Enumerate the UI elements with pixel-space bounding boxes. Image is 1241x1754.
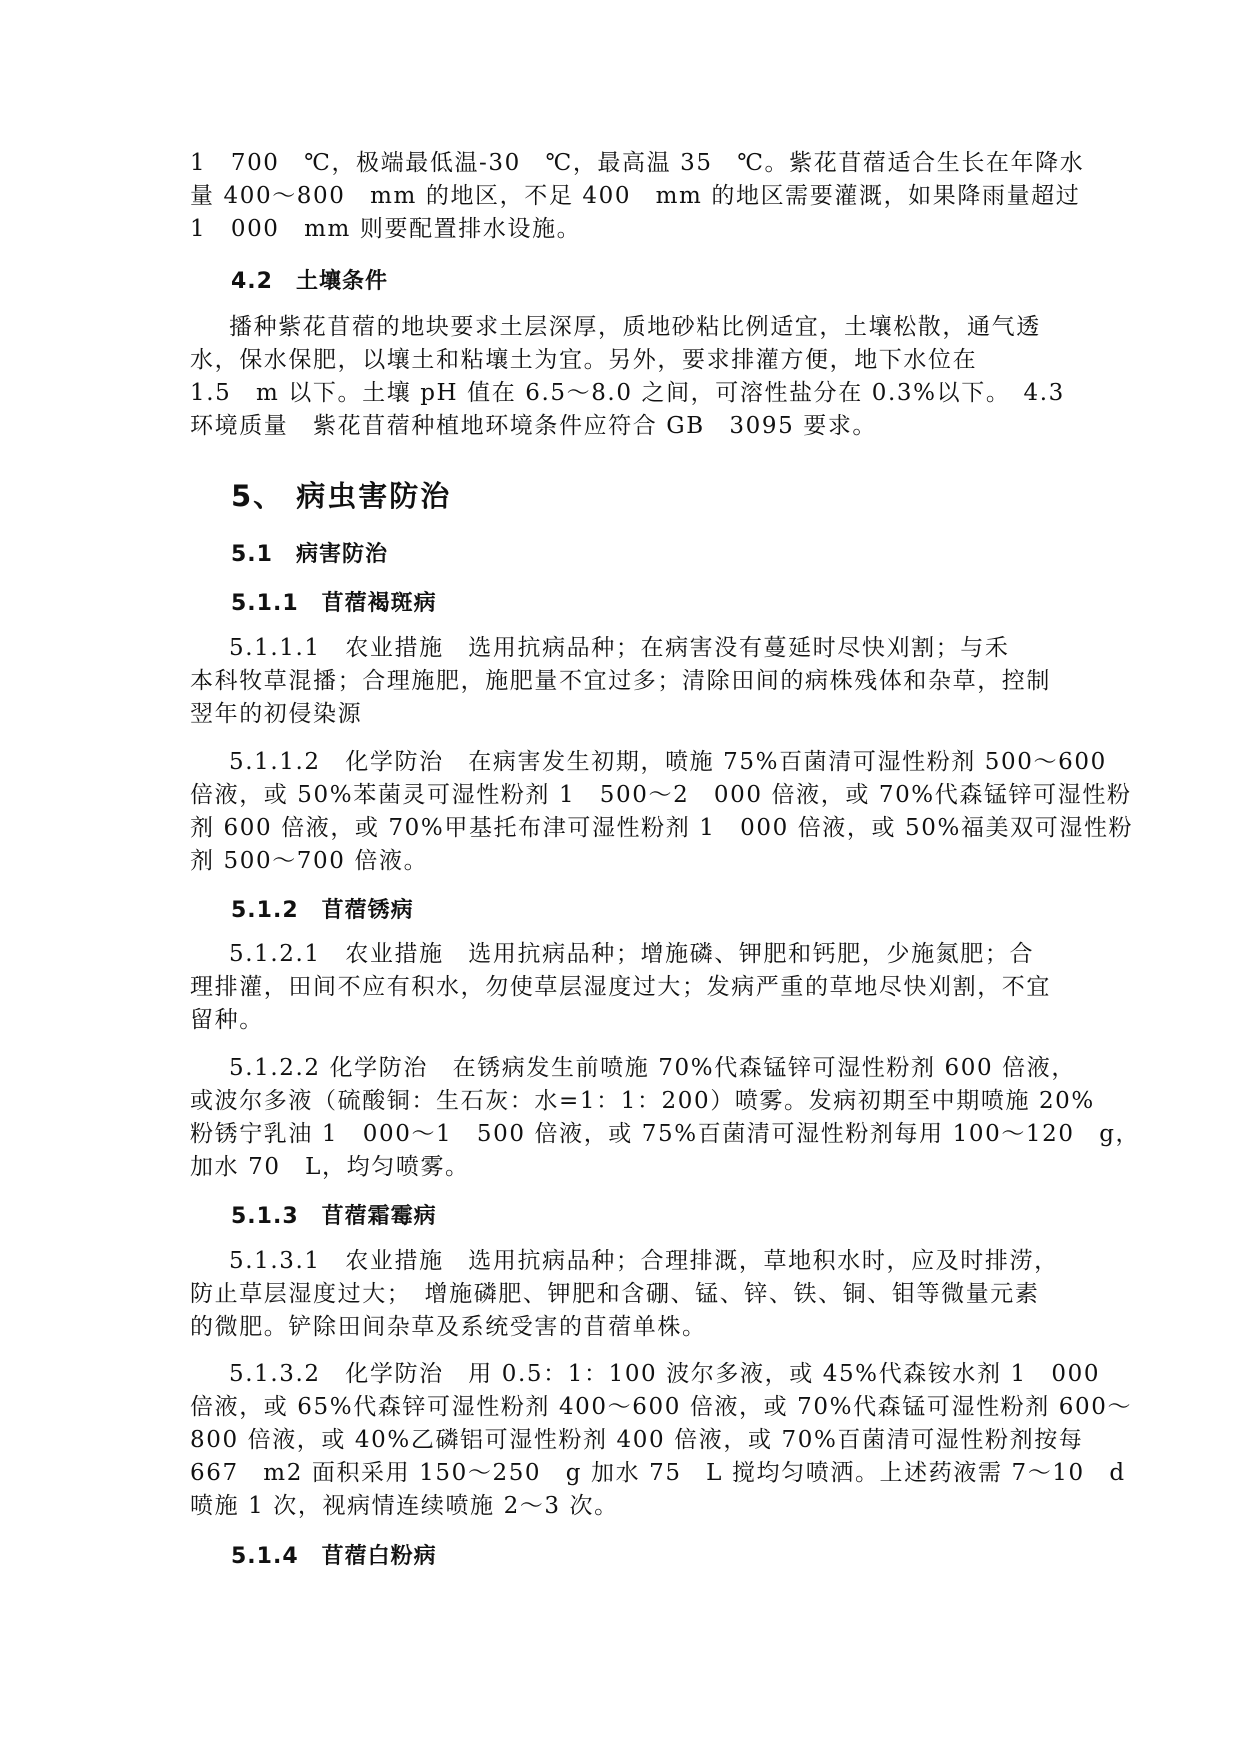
text-line: 的微肥。铲除田间杂草及系统受害的苜蓿单株。 xyxy=(190,1314,707,1340)
text-line: 5.1.1.1 农业措施 选用抗病品种；在病害没有蔓延时尽快刈割；与禾 xyxy=(229,635,1010,661)
paragraph-5-1-3-2 xyxy=(190,1358,1133,1523)
text-line: 留种。 xyxy=(190,1007,264,1033)
text-line: 量 400～800 mm 的地区，不足 400 mm 的地区需要灌溉，如果降雨量超过 xyxy=(190,183,1081,209)
text-line: 环境质量 紫花苜蓿种植地环境条件应符合 GB 3095 要求。 xyxy=(190,413,878,439)
text-line: 1 700 ℃，极端最低温-30 ℃，最高温 35 ℃。紫花苜蓿适合生长在年降水 xyxy=(190,150,1085,176)
text-line: 5.1.3.2 化学防治 用 0.5：1：100 波尔多液，或 45%代森铵水剂 1 000 xyxy=(229,1361,1101,1387)
text-line: 喷施 1 次，视病情连续喷施 2～3 次。 xyxy=(190,1493,619,1519)
text-line: 5.1.1.2 化学防治 在病害发生初期，喷施 75%百菌清可湿性粉剂 500～600 xyxy=(229,749,1107,775)
heading-5-1-3: 5.1.3 苜蓿霜霉病 xyxy=(231,1204,437,1229)
text-line: 播种紫花苜蓿的地块要求土层深厚，质地砂粘比例适宜，土壤松散，通气透 xyxy=(229,314,1041,340)
text-line: 800 倍液，或 40%乙磷铝可湿性粉剂 400 倍液，或 70%百菌清可湿性粉剂按每 xyxy=(190,1427,1084,1453)
paragraph-5-1-2-2 xyxy=(190,1052,1141,1184)
heading-4-2: 4.2 土壤条件 xyxy=(231,269,388,294)
text-line: 水，保水保肥，以壤土和粘壤土为宜。另外，要求排灌方便，地下水位在 xyxy=(190,347,978,373)
text-line: 1.5 m 以下。土壤 pH 值在 6.5～8.0 之间，可溶性盐分在 0.3%以下。 4.3 xyxy=(190,380,1065,406)
text-line: 或波尔多液（硫酸铜：生石灰：水=1：1：200）喷雾。发病初期至中期喷施 20% xyxy=(190,1088,1095,1114)
paragraph-5-1-2-1 xyxy=(190,938,1060,1037)
text-line: 5.1.3.1 农业措施 选用抗病品种；合理排溉，草地积水时，应及时排涝， xyxy=(229,1248,1059,1274)
text-line: 防止草层湿度过大； 增施磷肥、钾肥和含硼、锰、锌、铁、铜、钼等微量元素 xyxy=(190,1281,1040,1307)
heading-5: 5、 病虫害防治 xyxy=(231,479,452,513)
text-line: 加水 70 L，均匀喷雾。 xyxy=(190,1154,470,1180)
text-line: 5.1.2.1 农业措施 选用抗病品种；增施磷、钾肥和钙肥，少施氮肥；合 xyxy=(229,941,1035,967)
paragraph-5-1-1-2 xyxy=(190,746,1134,878)
paragraph-5-1-1-1 xyxy=(190,632,1060,731)
paragraph-5-1-3-1 xyxy=(190,1245,1060,1344)
text-line: 667 m2 面积采用 150～250 g 加水 75 L 搅均匀喷洒。上述药液需 7～10 d xyxy=(190,1460,1126,1486)
text-line: 倍液，或 65%代森锌可湿性粉剂 400～600 倍液，或 70%代森锰可湿性粉剂 600～ xyxy=(190,1394,1133,1420)
heading-5-1-4: 5.1.4 苜蓿白粉病 xyxy=(231,1544,437,1569)
soil-paragraph xyxy=(190,311,1065,443)
text-line: 5.1.2.2 化学防治 在锈病发生前喷施 70%代森锰锌可湿性粉剂 600 倍液， xyxy=(229,1055,1076,1081)
text-line: 粉锈宁乳油 1 000～1 500 倍液，或 75%百菌清可湿性粉剂每用 100～120 g， xyxy=(190,1121,1141,1147)
text-line: 剂 600 倍液，或 70%甲基托布津可湿性粉剂 1 000 倍液，或 50%福美双可湿性粉 xyxy=(190,815,1134,841)
text-line: 翌年的初侵染源 xyxy=(190,701,363,727)
heading-5-1: 5.1 病害防治 xyxy=(231,542,388,567)
climate-paragraph xyxy=(190,147,1085,246)
heading-5-1-2: 5.1.2 苜蓿锈病 xyxy=(231,898,414,923)
text-line: 1 000 mm 则要配置排水设施。 xyxy=(190,216,582,242)
text-line: 本科牧草混播；合理施肥，施肥量不宜过多；清除田间的病株残体和杂草，控制 xyxy=(190,668,1051,694)
text-line: 理排灌，田间不应有积水，勿使草层湿度过大；发病严重的草地尽快刈割，不宜 xyxy=(190,974,1051,1000)
text-line: 剂 500～700 倍液。 xyxy=(190,848,429,874)
text-line: 倍液，或 50%苯菌灵可湿性粉剂 1 500～2 000 倍液，或 70%代森锰锌可湿性粉 xyxy=(190,782,1132,808)
heading-5-1-1: 5.1.1 苜蓿褐斑病 xyxy=(231,591,437,616)
